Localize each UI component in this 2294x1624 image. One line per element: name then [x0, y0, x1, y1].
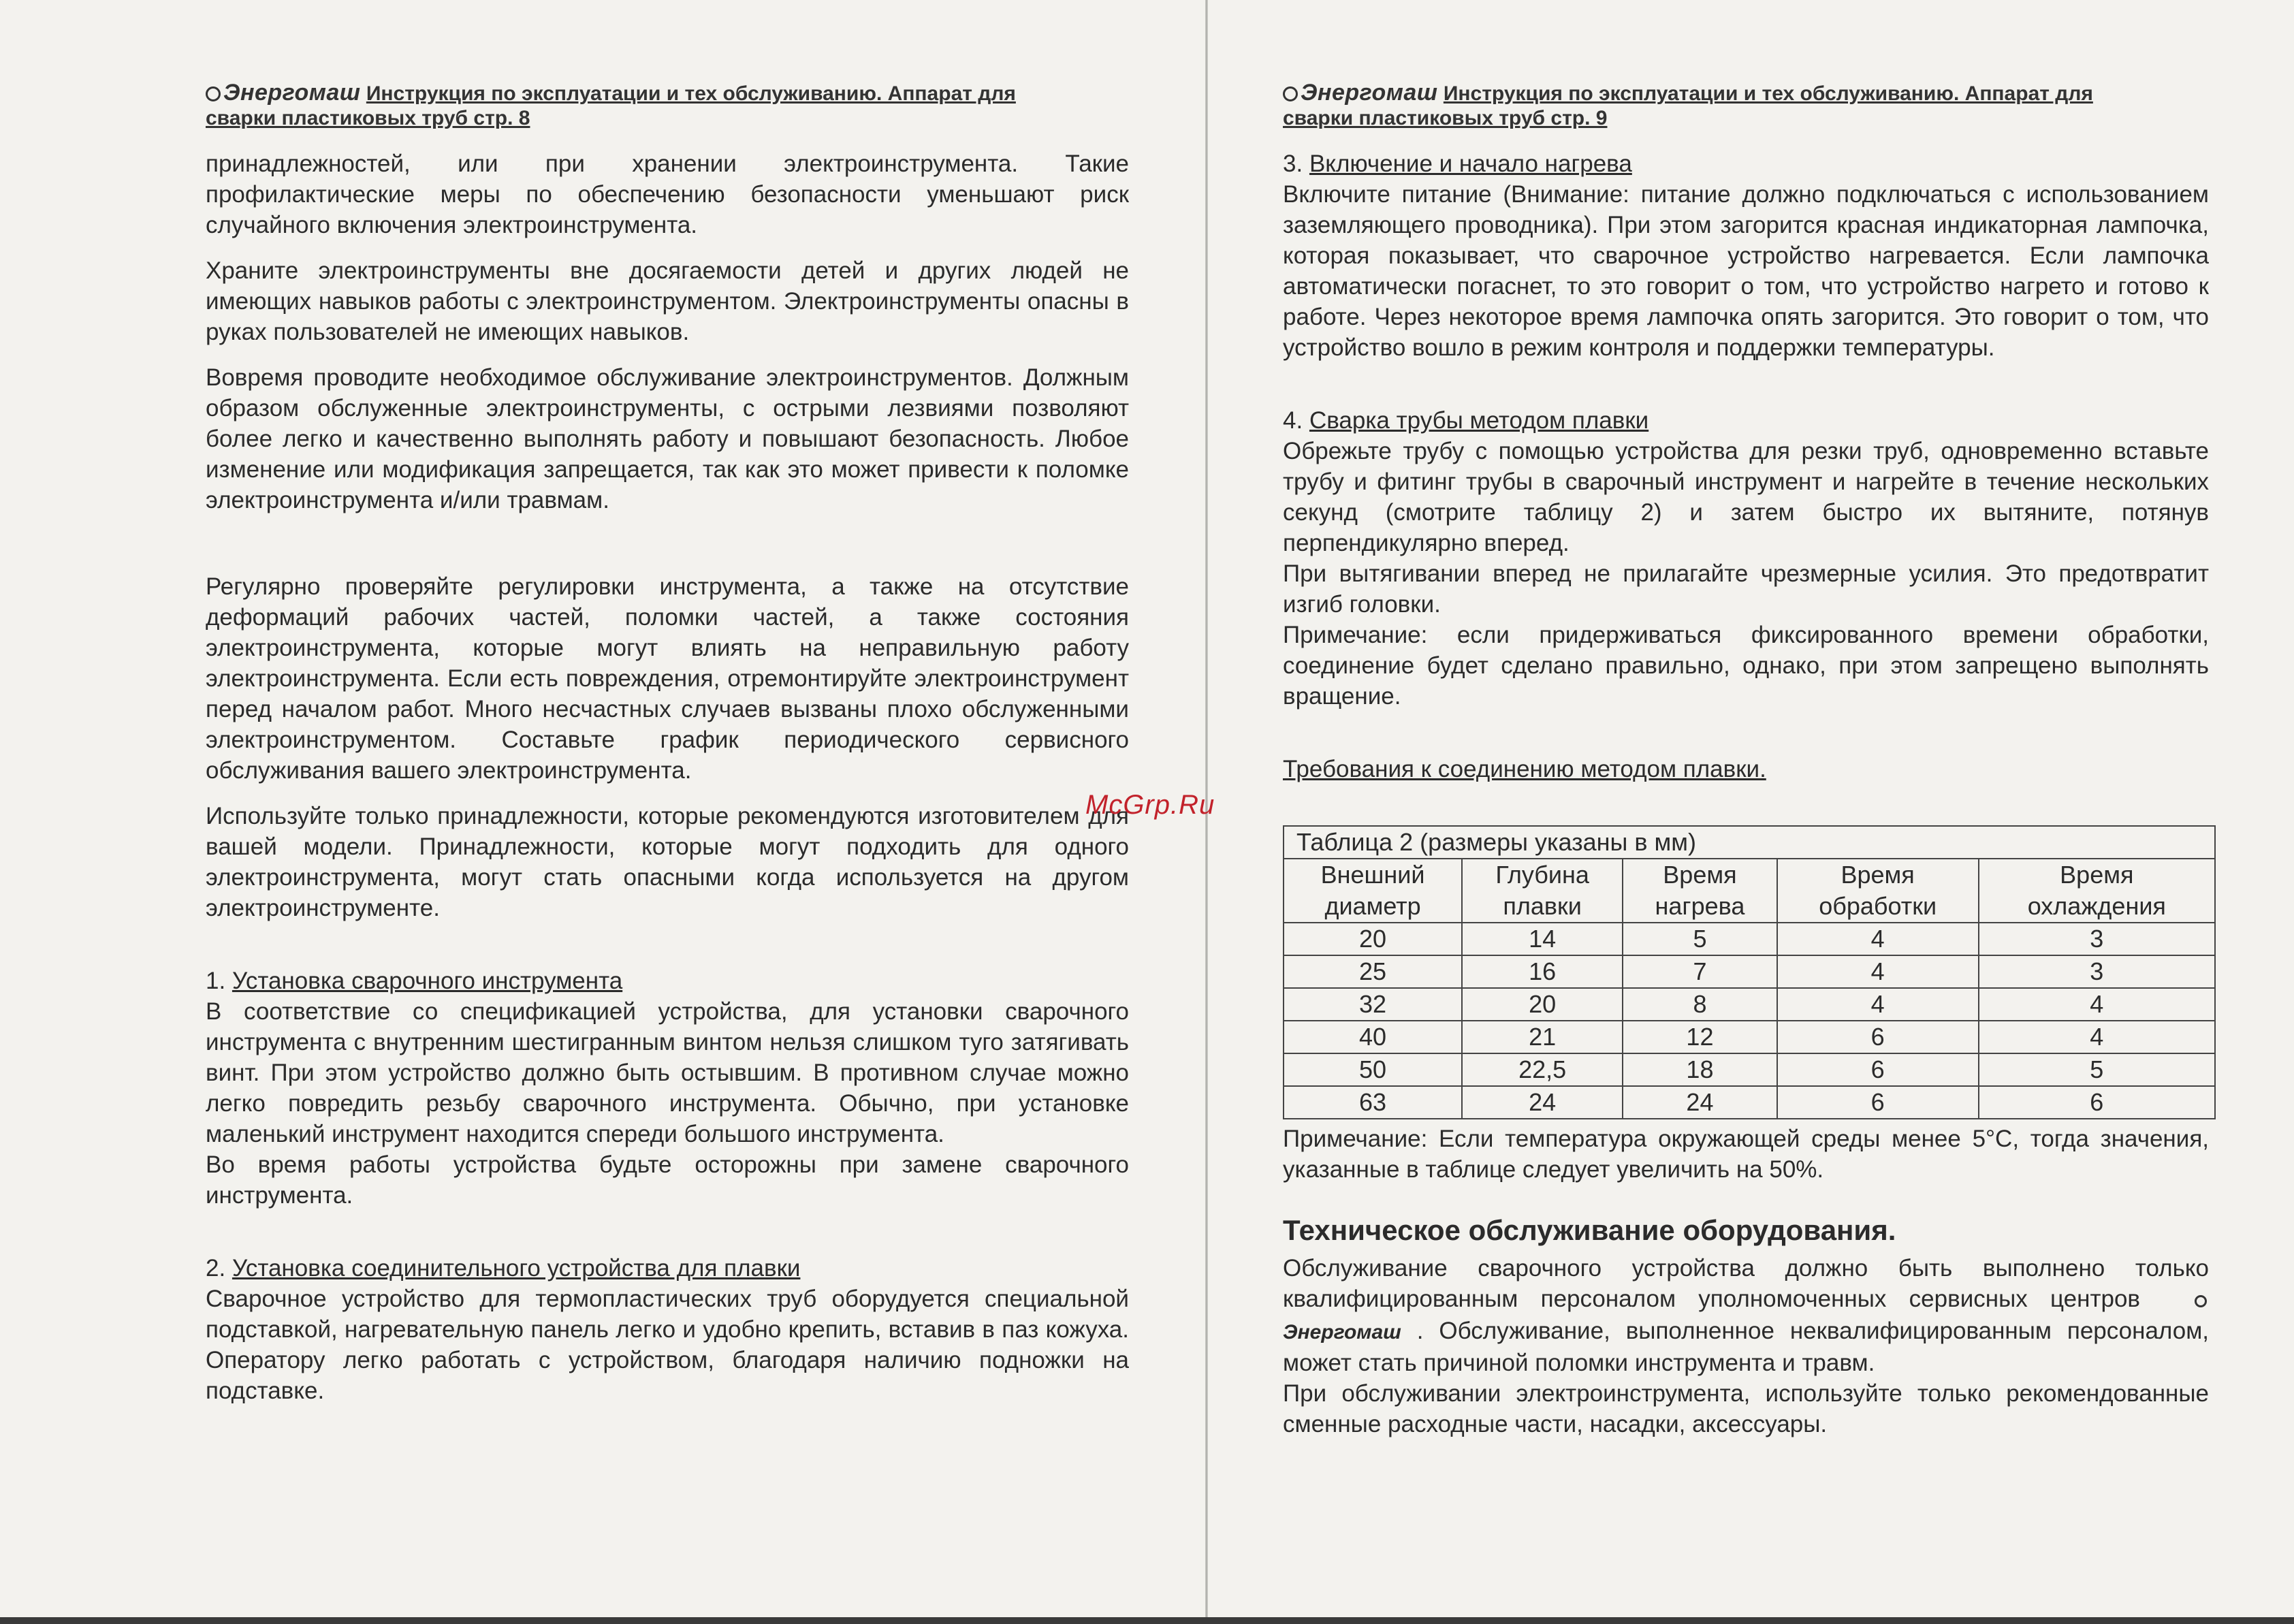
brand-name: Энергомаш	[223, 80, 361, 106]
table-cell: 22,5	[1462, 1053, 1623, 1086]
requirements-title	[1283, 754, 2209, 784]
table-header-cell: Время обработки	[1777, 859, 1979, 923]
table-cell: 6	[1777, 1053, 1979, 1086]
section-number: 4.	[1283, 407, 1303, 434]
table-cell: 5	[1979, 1053, 2215, 1086]
maintenance-text-1	[1283, 1253, 2209, 1378]
table-note: Примечание: Если температура окружающей среды менее 5°С, тогда значения, указанные в таблице следует увеличить на 50%.	[1283, 1126, 2209, 1183]
table-cell: 16	[1462, 955, 1623, 988]
table-header-cell: Внешний диаметр	[1284, 859, 1462, 923]
table-cell: 4	[1777, 955, 1979, 988]
header-line-2: сварки пластиковых труб стр. 9	[1283, 107, 1608, 129]
table-row	[1284, 1021, 2215, 1053]
header-line-2: сварки пластиковых труб стр. 8	[206, 107, 530, 129]
table-row	[1284, 1053, 2215, 1086]
paragraph: Вовремя проводите необходимое обслуживание электроинструментов. Должным образом обслуженные электроинструменты, с острыми лезвиями позволяют более легко и качественно выполнять работу и повышают безопасность. Любое изменение или модификация запрещается, так как это может привести к поломке электроинструмента и/или травмам.	[206, 364, 1129, 513]
bottom-edge	[0, 1617, 2294, 1624]
table-cell: 50	[1284, 1053, 1462, 1086]
brand-logo	[206, 80, 361, 106]
section-2-title	[206, 1253, 1129, 1284]
table-2	[1283, 825, 2216, 1119]
table-cell: 4	[1979, 988, 2215, 1021]
table-cell: 4	[1979, 1021, 2215, 1053]
paragraph: Регулярно проверяйте регулировки инструмента, а также на отсутствие деформаций рабочих частей, поломки частей, а также состояния электроинструмента, которые могут влиять на неправильную работу электроинструмента. Если есть повреждения, отремонтируйте электроинструмент перед началом работ. Много несчастных случаев вызваны плохо обслуженными электроинструментом. Составьте график периодического сервисного обслуживания вашего электроинструмента.	[206, 573, 1129, 784]
section-4-text-2: При вытягивании вперед не прилагайте чрезмерные усилия. Это предотвратит изгиб головки.	[1283, 560, 2209, 618]
table-cell: 3	[1979, 955, 2215, 988]
maintenance-text-part: . Обслуживание, выполненное неквалифицированным персоналом, может стать причиной поломки инструмента и травм.	[1283, 1318, 2209, 1376]
table-cell: 25	[1284, 955, 1462, 988]
section-3-title	[1283, 148, 2209, 179]
section-number: 3.	[1283, 150, 1303, 177]
table-caption: Таблица 2 (размеры указаны в мм)	[1284, 826, 2215, 859]
section-4-title	[1283, 405, 2209, 436]
table-cell: 21	[1462, 1021, 1623, 1053]
table-row	[1284, 955, 2215, 988]
maintenance-title: Техническое обслуживание оборудования.	[1283, 1214, 1896, 1246]
section-1-title	[206, 966, 1129, 996]
section-4-text-3: Примечание: если придерживаться фиксированного времени обработки, соединение будет сделано правильно, однако, при этом запрещено выполнять вращение.	[1283, 622, 2209, 710]
table-header-cell: Время нагрева	[1623, 859, 1777, 923]
brand-mark-icon	[2195, 1295, 2207, 1307]
section-title-text: Включение и начало нагрева	[1309, 150, 1632, 177]
table-cell: 18	[1623, 1053, 1777, 1086]
table-row	[1284, 1086, 2215, 1119]
watermark: McGrp.Ru	[1085, 790, 1215, 820]
table-cell: 20	[1462, 988, 1623, 1021]
table-cell: 40	[1284, 1021, 1462, 1053]
table-cell: 8	[1623, 988, 1777, 1021]
table-cell: 20	[1284, 923, 1462, 955]
table-header-row	[1284, 859, 2215, 923]
right-page-header	[1283, 80, 2209, 131]
paragraph: Храните электроинструменты вне досягаемости детей и других людей не имеющих навыков работы с электроинструментом. Электроинструменты опасны в руках пользователей не имеющих навыков.	[206, 257, 1129, 345]
inline-brand-name: Энергомаш	[1283, 1321, 1401, 1343]
table-cell: 6	[1777, 1086, 1979, 1119]
brand-name: Энергомаш	[1301, 80, 1438, 106]
section-title-text: Установка сварочного инструмента	[232, 968, 623, 994]
paragraph: принадлежностей, или при хранении электроинструмента. Такие профилактические меры по обеспечению безопасности уменьшают риск случайного включения электроинструмента.	[206, 150, 1129, 238]
table-cell: 14	[1462, 923, 1623, 955]
table-cell: 6	[1979, 1086, 2215, 1119]
section-number: 1.	[206, 968, 226, 994]
table-cell: 4	[1777, 923, 1979, 955]
section-1-text-2: Во время работы устройства будьте осторожны при замене сварочного инструмента.	[206, 1151, 1129, 1209]
header-line-1: Инструкция по эксплуатации и тех обслуживанию. Аппарат для	[1443, 82, 2093, 105]
header-line-1: Инструкция по эксплуатации и тех обслуживанию. Аппарат для	[366, 82, 1016, 105]
table-cell: 24	[1462, 1086, 1623, 1119]
table-row	[1284, 923, 2215, 955]
left-column	[206, 80, 1129, 1421]
table-cell: 32	[1284, 988, 1462, 1021]
table-cell: 4	[1777, 988, 1979, 1021]
maintenance-text-2: При обслуживании электроинструмента, используйте только рекомендованные сменные расходные части, насадки, аксессуары.	[1283, 1380, 2209, 1437]
left-page-header	[206, 80, 1129, 131]
section-3-text: Включите питание (Внимание: питание должно подключаться с использованием заземляющего проводника). При этом загорится красная индикаторная лампочка, которая показывает, что сварочное устройство нагревается. Если лампочка автоматически погаснет, то это говорит о том, что устройство нагрето и готово к работе. Через некоторое время лампочка опять загорится. Это говорит о том, что устройство вошло в режим контроля и поддержки температуры.	[1283, 181, 2209, 361]
brand-logo	[1283, 80, 1438, 106]
section-title-text: Сварка трубы методом плавки	[1309, 407, 1649, 434]
section-4-text-1: Обрежьте трубу с помощью устройства для резки труб, одновременно вставьте трубу и фитинг трубы в сварочный инструмент и нагрейте в течение нескольких секунд (смотрите таблицу 2) и затем быстро их вытяните, потянув перпендикулярно вперед.	[1283, 438, 2209, 556]
right-page	[1208, 0, 2294, 1624]
brand-mark-icon	[1283, 86, 1298, 101]
table-header-cell: Время охлаждения	[1979, 859, 2215, 923]
requirements-title-text: Требования к соединению методом плавки.	[1283, 756, 1766, 782]
maintenance-text-part: Обслуживание сварочного устройства должно быть выполнено только квалифицированным персоналом уполномоченных сервисных центров	[1283, 1255, 2209, 1312]
table-cell: 24	[1623, 1086, 1777, 1119]
section-title-text: Установка соединительного устройства для плавки	[232, 1255, 801, 1281]
table-cell: 6	[1777, 1021, 1979, 1053]
table-cell: 5	[1623, 923, 1777, 955]
section-2-text: Сварочное устройство для термопластических труб оборудуется специальной подставкой, нагревательную панель легко и удобно крепить, вставив в паз кожуха. Оператору легко работать с устройством, благодаря наличию подножки на подставке.	[206, 1286, 1129, 1404]
right-column	[1283, 80, 2209, 1454]
table-cell: 12	[1623, 1021, 1777, 1053]
table-cell: 63	[1284, 1086, 1462, 1119]
table-row	[1284, 988, 2215, 1021]
section-number: 2.	[206, 1255, 226, 1281]
brand-mark-icon	[206, 86, 221, 101]
table-header-cell: Глубина плавки	[1462, 859, 1623, 923]
section-1-text: В соответствие со спецификацией устройства, для установки сварочного инструмента с внутренним шестигранным винтом нельзя слишком туго затягивать винт. При этом устройство должно быть остывшим. В противном случае можно легко повредить резьбу сварочного инструмента. Обычно, при установке маленький инструмент находится спереди большого инструмента.	[206, 998, 1129, 1147]
paragraph: Используйте только принадлежности, которые рекомендуются изготовителем для вашей модели. Принадлежности, которые могут подходить для одного электроинструмента, могут стать опасными когда используется на другом электроинструменте.	[206, 803, 1129, 921]
table-cell: 3	[1979, 923, 2215, 955]
table-cell: 7	[1623, 955, 1777, 988]
